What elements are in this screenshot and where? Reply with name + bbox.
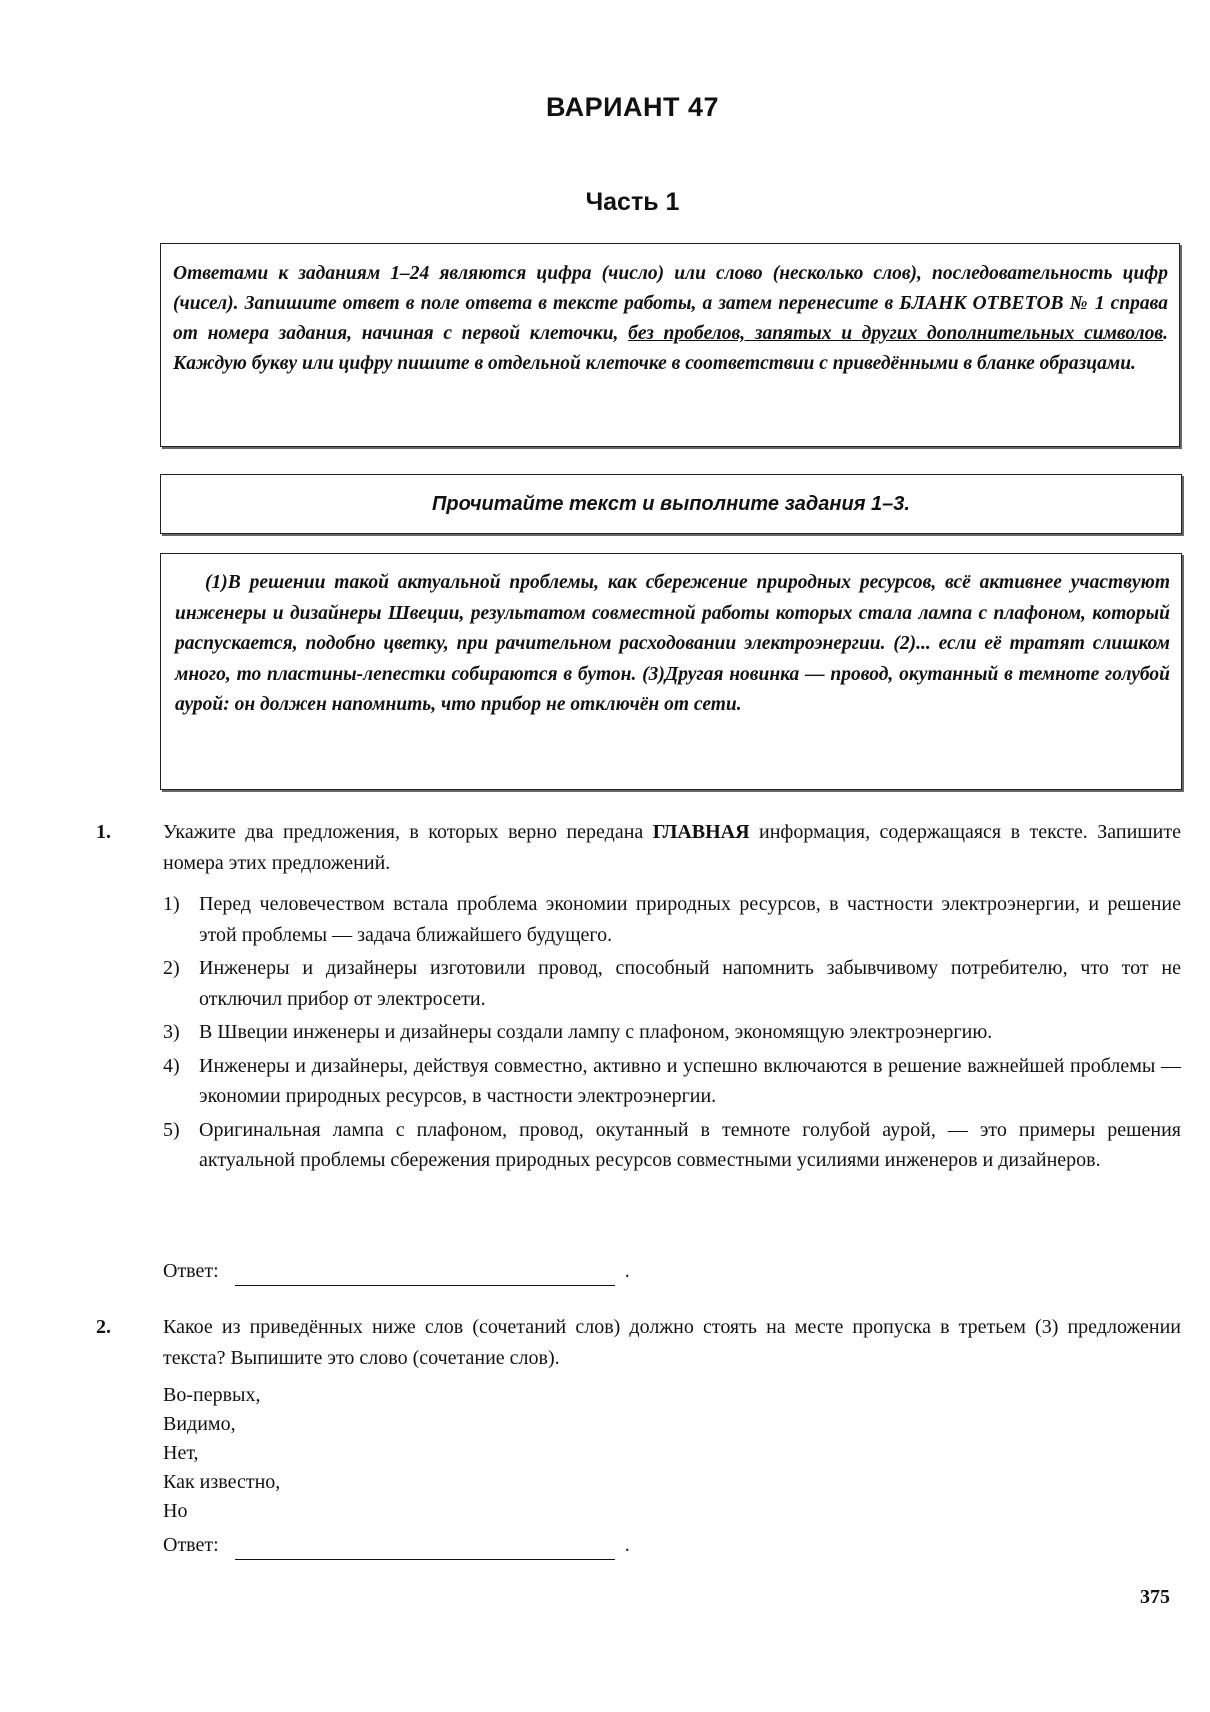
- answer-end: .: [624, 1260, 630, 1282]
- option-item: [163, 1017, 1181, 1048]
- option-text: Инженеры и дизайнеры, действуя совместно, активно и успешно включаются в решение важнейшей проблемы — экономии природных ресурсов, в частности электроэнергии.: [199, 1054, 1181, 1107]
- part-title: Часть 1: [585, 188, 680, 216]
- option-number: 4): [163, 1054, 180, 1077]
- option-item: [163, 889, 1181, 950]
- option-number: 1): [163, 893, 180, 915]
- instructions-text-end: . Каждую букву или цифру пишите в отдельной клеточке в соответствии с приведёнными в бланке образцами.: [173, 323, 1168, 374]
- task-1-options: [163, 889, 1181, 1179]
- option-text: Оригинальная лампа с плафоном, провод, окутанный в темноте голубой аурой, — это примеры решения актуальной проблемы сбережения природных ресурсов совместными усилиями инженеров и дизайнеров.: [199, 1118, 1181, 1171]
- word-option: Как известно,: [163, 1471, 281, 1493]
- variant-title: ВАРИАНТ 47: [545, 92, 720, 122]
- task-2-word-list: [163, 1381, 663, 1526]
- passage-box: (1)В решении такой актуальной проблемы, как сбережение природных ресурсов, всё активнее участвуют инженеры и дизайнеры Швеции, результатом совместной работы которых стала лампа с плафоном, который распускается, подобно цветку, при рачительном расходовании электроэнергии. (2)... если её тратят слишком много, то пластины-лепестки собираются в бутон. (3)Другая новинка — провод, окутанный в темноте голубой аурой: он должен напомнить, что прибор не отключён от сети.: [160, 553, 1182, 790]
- task-number: 1.: [96, 821, 111, 843]
- read-prompt-box: [160, 474, 1182, 534]
- answer-end: .: [624, 1534, 630, 1556]
- task-number: 2.: [96, 1316, 111, 1338]
- task-1-answer: [163, 1256, 630, 1286]
- task-question: [163, 817, 1181, 879]
- page-number: 375: [1140, 1586, 1170, 1608]
- option-text: Инженеры и дизайнеры изготовили провод, способный напомнить забывчивому потребителю, что тот не отключил прибор от электросети.: [199, 957, 1181, 1010]
- option-item: [163, 1115, 1181, 1176]
- question-bold: ГЛАВНАЯ: [652, 821, 750, 843]
- option-text: Перед человечеством встала проблема экономии природных ресурсов, в частности электроэнергии, и решение этой проблемы — задача ближайшего будущего.: [199, 893, 1181, 946]
- instructions-box: [160, 243, 1180, 447]
- answer-label: Ответ:: [163, 1534, 219, 1556]
- instructions-text: Ответами к заданиям 1–24 являются цифра (число) или слово (несколько слов), последовательность цифр (чисел). Запишите ответ в поле ответа в тексте работы, а затем перенесите в БЛАНК ОТВЕТОВ № 1 справа от номера задания, начиная с первой клеточки,: [173, 263, 1168, 344]
- option-text: В Швеции инженеры и дизайнеры создали лампу с плафоном, экономящую электроэнергию.: [199, 1021, 993, 1043]
- word-option: Во-первых,: [163, 1384, 261, 1406]
- option-number: 5): [163, 1118, 180, 1141]
- read-prompt: Прочитайте текст и выполните задания 1–3.: [432, 492, 910, 515]
- option-item: [163, 1051, 1181, 1112]
- option-number: 3): [163, 1021, 180, 1043]
- word-option: Но: [163, 1500, 188, 1522]
- task-2-answer: [163, 1530, 630, 1560]
- answer-line[interactable]: [235, 1263, 615, 1286]
- instructions-underlined: без пробелов, запятых и других дополнительных символов: [628, 323, 1164, 344]
- question-text-end: информация, содержащаяся в тексте. Запишите номера этих предложений.: [163, 821, 1182, 874]
- word-option: Видимо,: [163, 1413, 236, 1435]
- answer-label: Ответ:: [163, 1260, 219, 1282]
- option-number: 2): [163, 957, 180, 979]
- answer-line[interactable]: [235, 1537, 615, 1560]
- task-question: Какое из приведённых ниже слов (сочетаний слов) должно стоять на месте пропуска в третьем (3) предложении текста? Выпишите это слово (сочетание слов).: [163, 1316, 1181, 1369]
- option-item: [163, 953, 1181, 1014]
- question-text: Укажите два предложения, в которых верно передана: [163, 821, 653, 843]
- word-option: Нет,: [163, 1442, 199, 1464]
